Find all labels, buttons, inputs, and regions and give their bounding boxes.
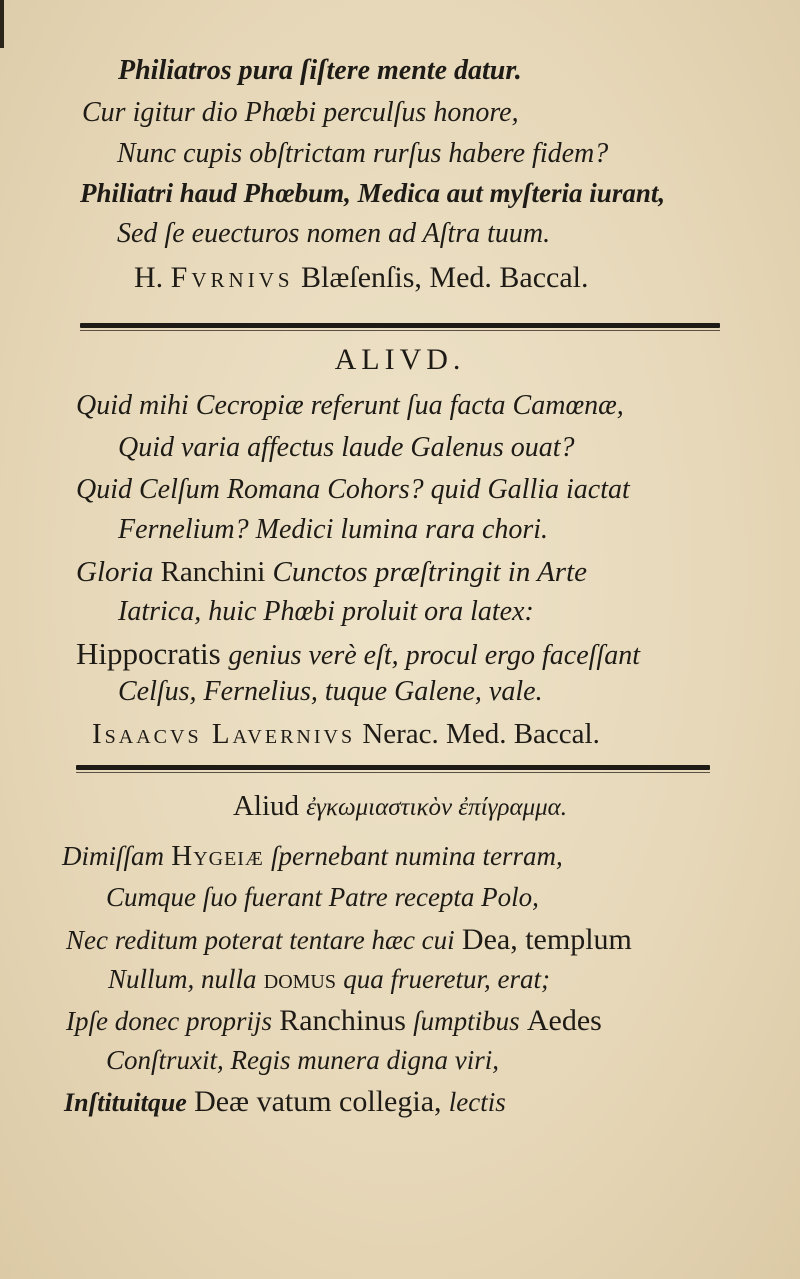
verse-fragment: Inſtituitque (64, 1088, 187, 1117)
verse-fragment: Cunctos præſtringit in Arte (272, 556, 588, 588)
verse-fragment: Dimiſſam (62, 841, 165, 871)
verse-fragment: lectis (448, 1087, 506, 1117)
heading-greek: ἐγκωμιαστικὸν ἐπίγραμμα. (306, 794, 568, 821)
verse-line (66, 1006, 602, 1036)
verse-fragment: ſpernebant numina terram, (271, 841, 563, 871)
verse-line: Quid varia affectus laude Galenus ouat? (118, 432, 575, 463)
section-divider (80, 323, 720, 328)
verse-fragment: Nullum, nulla (108, 964, 257, 994)
verse-line: Quid mihi Cecropiæ referunt ſua facta Camœnæ, (76, 390, 624, 421)
verse-fragment: Ipſe donec proprijs (66, 1006, 272, 1036)
verse-line: Nunc cupis obſtrictam rurſus habere fidem? (117, 138, 609, 169)
verse-fragment: qua frueretur, erat; (343, 964, 550, 994)
author-initial: H. (134, 261, 164, 294)
author-affiliation: Blæſenſis, Med. Baccal. (301, 261, 589, 294)
verse-line (64, 1087, 506, 1117)
author-signature (92, 720, 600, 749)
page-edge-mark (0, 0, 4, 48)
section-heading (0, 790, 800, 823)
verse-line (62, 842, 563, 871)
proper-name: Dea, templum (461, 923, 632, 956)
verse-line: Sed ſe euecturos nomen ad Aſtra tuum. (117, 218, 551, 249)
proper-name: Hippocratis (76, 636, 221, 671)
author-name: Fvrnivs (170, 261, 294, 294)
heading-latin: Aliud (232, 790, 299, 822)
proper-name: domus (263, 964, 337, 995)
proper-name: Hygeiæ (171, 840, 264, 872)
proper-name: Ranchini (160, 556, 266, 588)
verse-line: Celſus, Fernelius, tuque Galene, vale. (118, 676, 543, 707)
verse-fragment: Nec reditum poterat tentare hæc cui (66, 925, 455, 955)
author-affiliation: Nerac. Med. Baccal. (362, 718, 600, 750)
verse-fragment: ſumptibus (413, 1006, 520, 1036)
verse-line: Cur igitur dio Phœbi perculſus honore, (82, 97, 519, 128)
proper-name: Aedes (526, 1004, 602, 1037)
author-signature (134, 263, 589, 293)
verse-line: Philiatros pura ſiſtere mente datur. (118, 55, 522, 86)
verse-line (76, 558, 587, 587)
verse-line: Fernelium? Medici lumina rara chori. (118, 514, 549, 545)
verse-line: Conſtruxit, Regis munera digna viri, (106, 1045, 499, 1075)
verse-line: Quid Celſum Romana Cohors? quid Gallia iactat (76, 474, 630, 505)
verse-fragment: Gloria (76, 556, 154, 588)
proper-name: Deæ vatum collegia, (194, 1085, 442, 1118)
verse-line: Iatrica, huic Phœbi proluit ora latex: (118, 596, 534, 627)
author-name: Isaacvs Lavernivs (92, 718, 356, 750)
verse-line: Cumque ſuo fuerant Patre recepta Polo, (106, 882, 539, 912)
section-divider (76, 765, 710, 770)
verse-fragment: genius verè eſt, procul ergo faceſſant (228, 640, 640, 671)
section-heading: ALIVD. (334, 343, 466, 376)
verse-line (76, 638, 640, 670)
verse-line (66, 925, 632, 955)
verse-line (108, 965, 550, 994)
verse-line: Philiatri haud Phœbum, Medica aut myſteria iurant, (80, 178, 666, 208)
proper-name: Ranchinus (279, 1004, 406, 1037)
